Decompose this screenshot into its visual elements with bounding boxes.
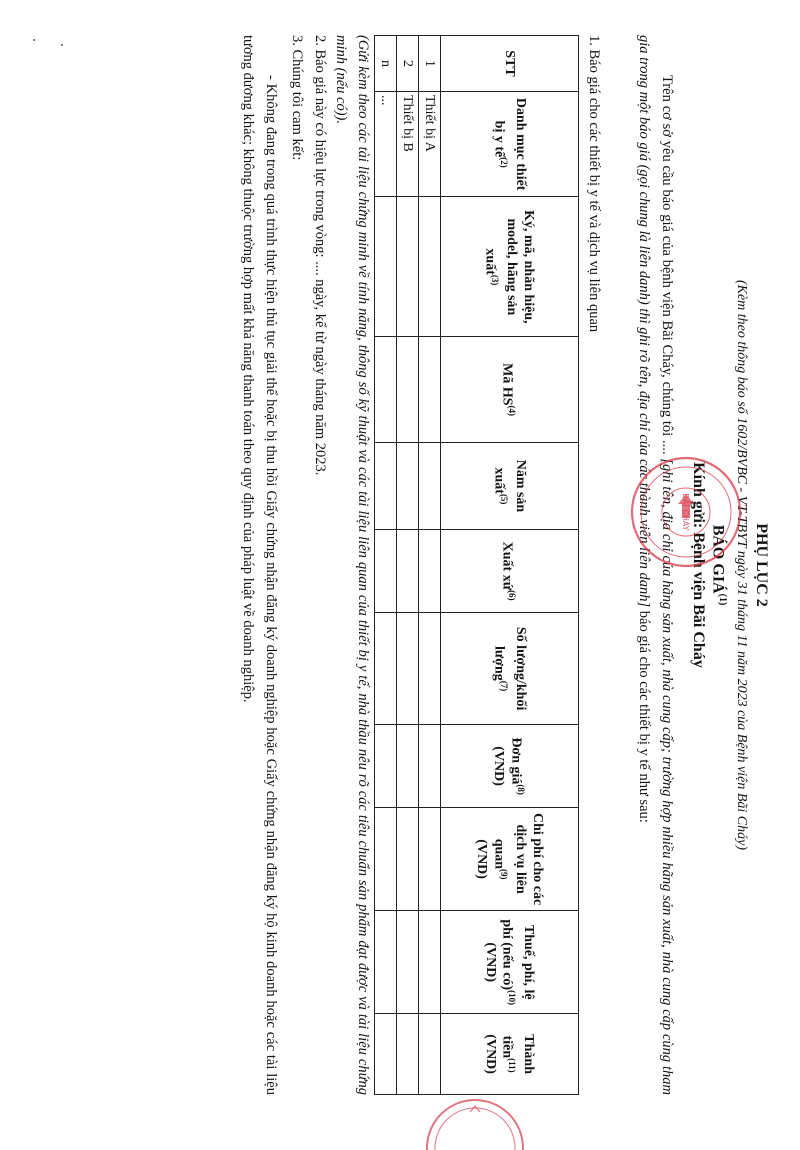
addressee: Kính gửi: Bệnh viện Bãi Cháy (690, 462, 707, 668)
cell-empty (397, 442, 419, 529)
section-1-heading: 1. Báo giá cho các thiết bị y tế và dịch vụ liên quan (586, 35, 602, 333)
col-note: (11) (507, 1058, 518, 1073)
cell-stt: 2 (397, 36, 419, 92)
section-2-validity: 2. Báo giá này có hiệu lực trong vòng: .... ngày, kể từ ngày tháng năm 2023. (312, 35, 328, 476)
cell-empty (397, 808, 419, 911)
cell-empty (419, 442, 441, 529)
col-label: Đơn giá (508, 737, 524, 785)
col-note: (6) (507, 590, 518, 601)
stamp-text: BÃI CHÁY (681, 493, 690, 531)
col-label: Mã HS (499, 363, 515, 406)
col-header-hs-code (441, 337, 579, 442)
table-row (397, 36, 419, 1095)
col-label: Ký, mã, nhãn hiệu, model, hãng sản xuất (482, 210, 537, 324)
col-note: (2) (498, 157, 509, 168)
col-note: (9) (498, 869, 509, 880)
cell-empty (419, 613, 441, 725)
col-note: (4) (507, 405, 518, 417)
cell-device: Thiết bị B (397, 92, 419, 197)
cell-empty (375, 442, 397, 529)
cell-empty (397, 337, 419, 442)
col-header-stt (441, 36, 579, 92)
heading-note: (1) (717, 593, 728, 606)
intro-instruction: [ghi tên, địa chỉ của hãng sản xuất, nhà cung cấp; trường hợp nhiều hãng sản xuất, nhà cung cấp cùng tham gia trong một báo giá (gọi chung là liên danh) thì ghi rõ tên, địa chỉ của các thành viên liên danh] (636, 35, 675, 1095)
appendix-title: PHỤ LỤC 2 (753, 523, 770, 607)
col-header-year (441, 442, 579, 529)
col-label: Chi phí cho các dịch vụ liên quan (491, 813, 545, 906)
col-note: (7) (498, 680, 509, 692)
partial-seal-stamp (420, 1090, 530, 1150)
table-row (375, 36, 397, 1095)
col-label: Thuế, phí, lệ phí (nếu có) (499, 919, 537, 1000)
cell-empty (375, 1014, 397, 1095)
cell-empty (419, 337, 441, 442)
col-header-model (441, 197, 579, 337)
section-3-heading: 3. Chúng tôi cam kết: (289, 35, 305, 161)
col-note: (3) (490, 274, 501, 286)
cell-empty (419, 530, 441, 613)
cell-empty (375, 613, 397, 725)
attachment-note: (Gửi kèm theo các tài liệu chứng minh về tính năng, thông số kỹ thuật và các tài liệu liên quan của thiết bị y tế, nhà thầu nêu rõ các tiêu chuẩn sản phẩm đạt được và tài liệu chứng minh (nếu có)). (333, 35, 371, 1095)
cell-empty (397, 1014, 419, 1095)
col-header-quantity (441, 613, 579, 725)
cell-empty (375, 808, 397, 911)
col-header-origin (441, 530, 579, 613)
cell-empty (419, 808, 441, 911)
cell-empty (397, 911, 419, 1014)
col-note: (10) (507, 990, 518, 1006)
col-note: (8) (515, 784, 526, 795)
commitment-paragraph: - Không đang trong quá trình thực hiện thủ tục giải thể hoặc bị thu hồi Giấy chứng nhận đăng ký doanh nghiệp hoặc Giấy chứng nhận đăng ký hộ kinh doanh hoặc các tài liệu tương đương khác; không thuộc trường hợp mất khả năng thanh toán theo quy định của pháp luật về doanh nghiệp. (240, 35, 279, 1095)
table-row (419, 36, 441, 1095)
intro-tail: báo giá cho các thiết bị y tế như sau: (636, 607, 652, 823)
cell-device: ... (375, 92, 397, 197)
col-label: Danh mục thiết bị y tế (491, 97, 528, 191)
cell-stt: 1 (419, 36, 441, 92)
hospital-seal-stamp (626, 452, 746, 572)
col-unit: (VND) (474, 839, 490, 879)
col-label: Xuất xứ (499, 541, 515, 591)
appendix-reference: (Kèm theo thông báo số 1602/BVBC - VT-TBYT ngày 31 tháng 11 năm 2023 của Bệnh viện Bãi Cháy) (734, 279, 749, 851)
cell-stt: n (375, 36, 397, 92)
cell-device: Thiết bị A (419, 92, 441, 197)
col-label: Năm sản xuất (491, 459, 528, 513)
cell-empty (397, 530, 419, 613)
col-note: (5) (498, 493, 509, 505)
col-header-unit-price (441, 725, 579, 808)
quotation-table (374, 35, 579, 1095)
cell-empty (397, 613, 419, 725)
cell-empty (419, 725, 441, 808)
col-header-device (441, 92, 579, 197)
cell-empty (375, 337, 397, 442)
table-header-row (441, 36, 579, 1095)
cell-empty (419, 197, 441, 337)
cell-empty (397, 197, 419, 337)
cell-empty (419, 911, 441, 1014)
col-unit: (VND) (482, 1034, 498, 1074)
col-header-total (441, 1014, 579, 1095)
col-label: Số lượng/khối lượng (491, 626, 528, 711)
cell-empty (419, 1014, 441, 1095)
quotation-heading-text: BÁO GIÁ (709, 524, 727, 594)
col-label: STT (502, 50, 517, 77)
col-header-tax (441, 911, 579, 1014)
cell-empty (375, 725, 397, 808)
intro-lead: Trên cơ sở yêu cầu báo giá của bệnh viện Bãi Cháy, chúng tôi .... (659, 75, 675, 459)
col-unit: (VND) (491, 746, 507, 786)
cell-empty (375, 911, 397, 1014)
col-unit: (VND) (482, 942, 498, 983)
cell-empty (375, 197, 397, 337)
col-label: Thành tiền (499, 1034, 537, 1074)
cell-empty (375, 530, 397, 613)
cell-empty (397, 725, 419, 808)
col-header-service-cost (441, 808, 579, 911)
